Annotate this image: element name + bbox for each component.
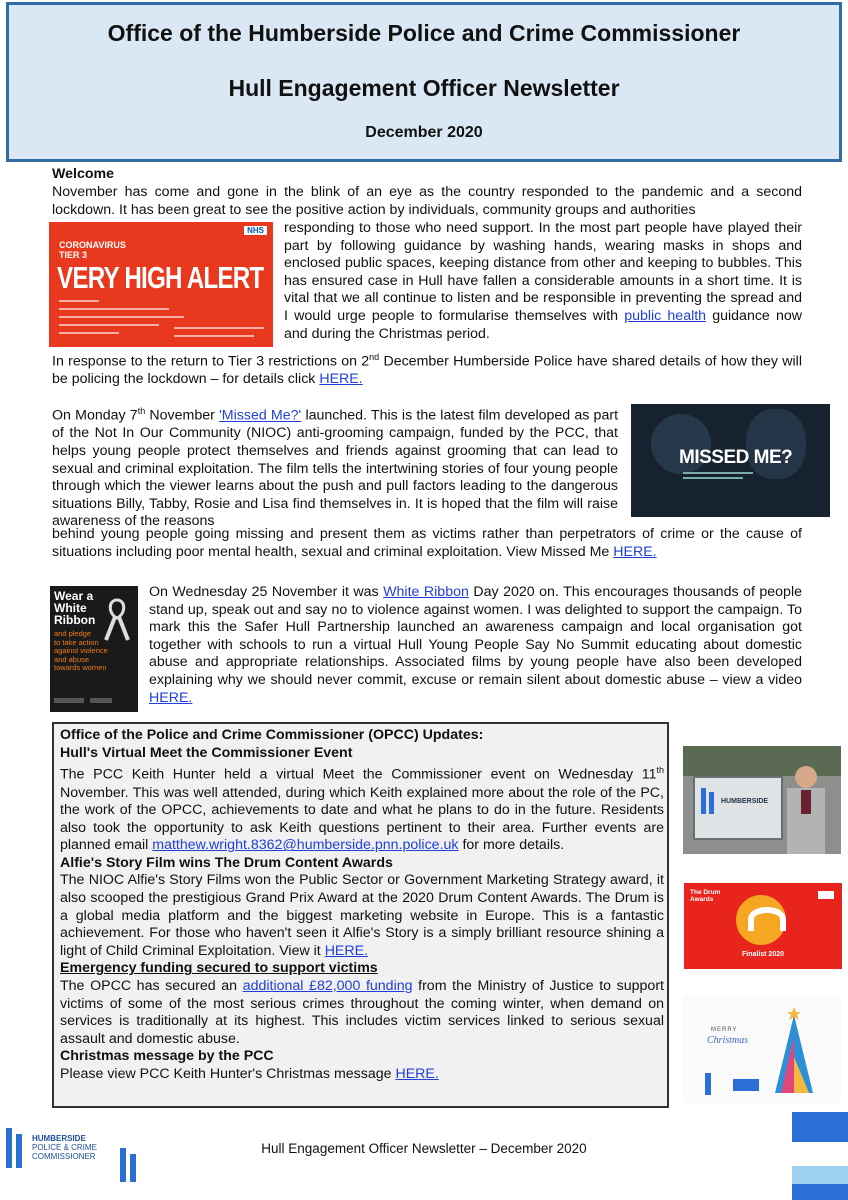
footer-logo-line2: POLICE & CRIME (32, 1143, 97, 1152)
footer-stripe-white (792, 1148, 848, 1166)
white-ribbon-paragraph: On Wednesday 25 November it was White Ribbon Day 2020 on. This encourages thousands of people stand up, speak out and say no to violence against women. I was delighted to support the campaign. To mark this the Safer Hull Partnership launched an awareness campaign and local organisation got together with schools to run a virtual Hull Young People Say No Summit educating about domestic abuse and appropriate relationships. Associated films by young people have also been developed explaining why we should never commit, excuse or remain silent about domestic abuse – view a video HERE. (149, 584, 802, 706)
humberside-logo-icon (699, 786, 719, 816)
newsletter-title: Hull Engagement Officer Newsletter (228, 75, 620, 101)
christmas-message-link[interactable]: HERE. (395, 1066, 439, 1083)
alert-label: CORONAVIRUS TIER 3 (59, 240, 126, 260)
newsletter-header (6, 2, 842, 162)
white-ribbon-video-link[interactable]: HERE. (149, 689, 193, 706)
christmas-message-heading: Christmas message by the PCC (60, 1048, 274, 1065)
sign-text: HUMBERSIDE (721, 798, 769, 805)
welcome-paragraph-wrap: responding to those who need support. In the most part people have played their part by following guidance by washing hands, wearing masks in shops and enclosed public spaces, keeping distance from other and keeping to bubbles. This has ensured case in Hull have fallen a considerable amounts in a short time. It is vital that we all continue to listen and be responsible in preventing the spread and I would urge people to formularise themselves with public health guidance now and during the Christmas period. (284, 220, 802, 342)
drum-finalist-label: Finalist 2020 (741, 951, 785, 958)
christmas-tree-icon (769, 1007, 819, 1097)
meet-commissioner-text: The PCC Keith Hunter held a virtual Meet the Commissioner event on Wednesday 11th November. This was well attended, during which Keith explained more about the role of the PC, the work of the OPCC, achievements to date and what he plans to do in the future. Residents also took the opportunity to ask Keith questions pertinent to their area. Further events are planned email matthew.wright.8362@humberside.pnn.police.uk for more details. (60, 765, 664, 854)
opcc-title: Office of the Police and Crime Commissioner (OPCC) Updates: (60, 727, 484, 743)
christmas-card-image (683, 995, 841, 1103)
footer-stripe-light (792, 1166, 848, 1184)
email-link[interactable]: matthew.wright.8362@humberside.pnn.police.uk (152, 837, 459, 854)
white-ribbon-image-pledge: and pledge to take action against violence and abuse towards women (54, 629, 108, 672)
christmas-message-text: Please view PCC Keith Hunter's Christmas message HERE. (60, 1066, 439, 1083)
footer-stripe-dark (792, 1112, 848, 1142)
missed-me-paragraph-cont: behind young people going missing and present them as victims rather than perpetrators of crime or the cause of situations including poor mental health, sexual and criminal exploitation. View Missed Me HERE. (52, 526, 802, 560)
xmas-merry: MERRY (711, 1027, 738, 1033)
alfies-story-heading: Alfie's Story Film wins The Drum Content Awards (60, 854, 393, 871)
welcome-heading: Welcome (52, 166, 115, 182)
policing-lockdown-link[interactable]: HERE. (319, 371, 363, 388)
footer-stripe-bottom (792, 1184, 848, 1200)
commissioner-photo (683, 746, 841, 854)
missed-me-title-link[interactable]: 'Missed Me?' (219, 407, 302, 424)
emergency-funding-heading: Emergency funding secured to support victims (60, 960, 378, 977)
emergency-funding-text: The OPCC has secured an additional £82,000 funding from the Ministry of Justice to support victims of some of the most serious crimes throughout the coming winter, when demand on services is traditionally at its highest. This includes victim services linked to serious sexual assault and domestic abuse. (60, 978, 664, 1047)
opcc-updates-box (52, 722, 669, 1108)
alfies-story-link[interactable]: HERE. (324, 942, 369, 959)
white-ribbon-link[interactable]: White Ribbon (383, 584, 469, 600)
meet-commissioner-heading: Hull's Virtual Meet the Commissioner Event (60, 744, 353, 761)
missed-me-paragraph: On Monday 7th November 'Missed Me?' launched. This is the latest film developed as part of the Not In Our Community (NIOC) anti-grooming campaign, funded by the PCC, that helps young people protect themselves and friends against grooming that can lead to sexual and criminal exploitation. The film tells the intertwining stories of four young people through which the viewer learns about the push and pull factors leading to the dangerous situations Billy, Tabby, Rosie and Lisa find themselves in. It is hoped that the film will raise awareness of the reasons (52, 406, 619, 530)
drum-awards-label: The Drum Awards (690, 889, 721, 903)
ribbon-icon (100, 596, 134, 642)
drum-awards-image (684, 883, 842, 969)
nhs-logo: NHS (244, 226, 267, 235)
missed-me-here-link[interactable]: HERE. (613, 543, 657, 560)
xmas-christmas: Christmas (707, 1035, 749, 1046)
issue-date: December 2020 (365, 124, 483, 141)
missed-me-image (631, 404, 830, 517)
welcome-paragraph-top: November has come and gone in the blink of an eye as the country responded to the pandemic and a second lockdown. It has been great to see the positive action by individuals, community groups and authorities (52, 184, 802, 218)
tier3-paragraph: In response to the return to Tier 3 restrictions on 2nd December Humberside Police have shared details of how they will be policing the lockdown – for details click HERE. (52, 352, 802, 388)
public-health-link[interactable]: public health (624, 307, 707, 324)
missed-me-image-title: MISSED ME? (679, 447, 793, 468)
white-ribbon-image-text: Wear a White Ribbon (54, 589, 96, 627)
funding-link[interactable]: additional £82,000 funding (242, 978, 413, 995)
alfies-story-text: The NIOC Alfie's Story Films won the Public Sector or Government Marketing Strategy award, it also scooped the prestigious Grand Prix Award at the 2020 Drum Content Awards. The Drum is a global media platform and the biggest marketing website in Europe. This is a fantastic achievement. For those who haven't seen it Alfie's Story is a simply brilliant resource shining a light of Child Criminal Exploitation. View it HERE. (60, 872, 664, 959)
white-ribbon-image (50, 586, 138, 712)
very-high-alert-image (49, 222, 273, 347)
footer-logo-line1: HUMBERSIDE (32, 1134, 86, 1143)
office-title: Office of the Humberside Police and Crime Commissioner (107, 20, 741, 46)
footer-text: Hull Engagement Officer Newsletter – December 2020 (261, 1141, 587, 1156)
footer-logo-line3: COMMISSIONER (32, 1152, 96, 1161)
alert-headline: VERY HIGH ALERT (57, 260, 264, 295)
